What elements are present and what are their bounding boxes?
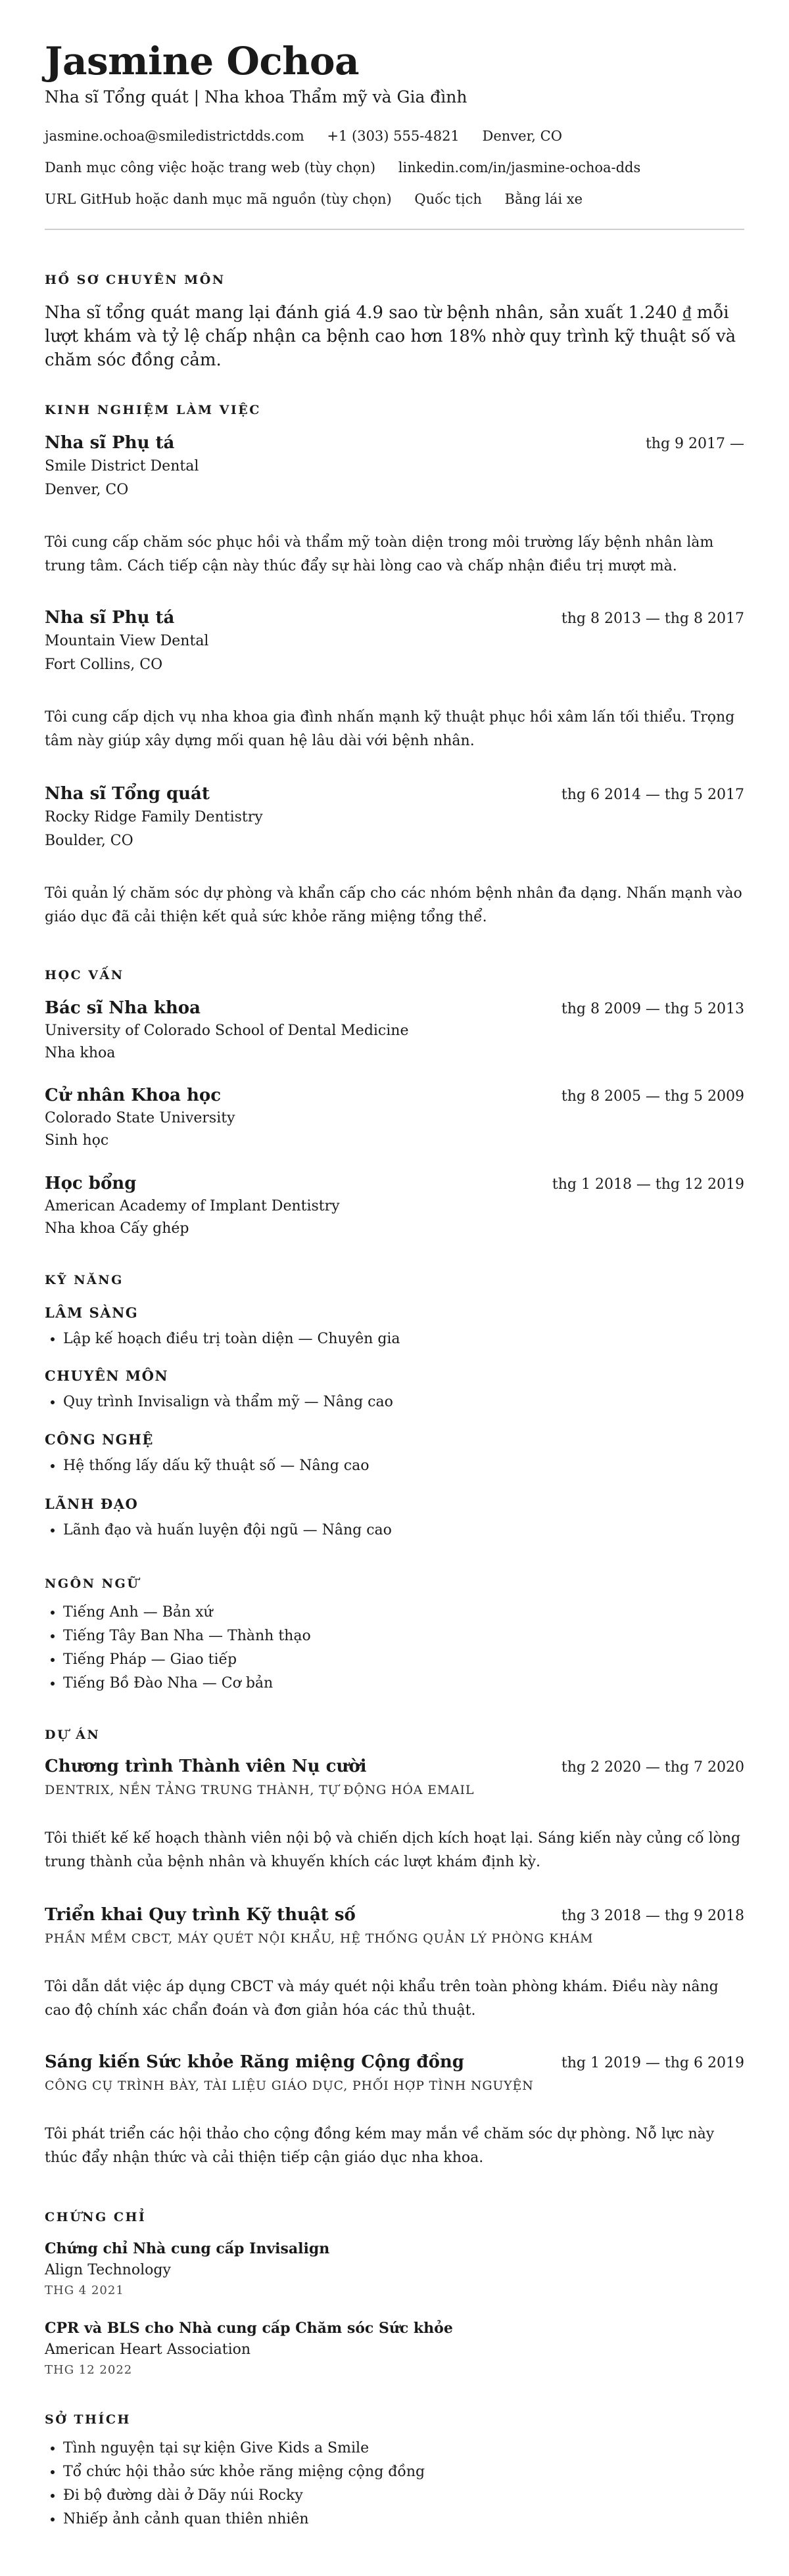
skill-item: • Lập kế hoạch điều trị toàn diện — Chuyên gia (63, 1327, 744, 1351)
interest-item: • Tổ chức hội thảo sức khỏe răng miệng cộng đồng (63, 2460, 744, 2484)
job-description: Tôi cung cấp dịch vụ nha khoa gia đình nhấn mạnh kỹ thuật phục hồi xâm lấn tối thiểu. Trọng tâm này giúp xây dựng mối quan hệ lâu dài với bệnh nhân. (45, 709, 735, 749)
skill-category: LÂM SÀNG (45, 1304, 139, 1321)
languages-heading: NGÔN NGỮ (45, 1576, 140, 1591)
nationality-text: Quốc tịch (414, 191, 482, 207)
job-description: Tôi cung cấp chăm sóc phục hồi và thẩm mỹ toàn diện trong môi trường lấy bệnh nhân làm trung tâm. Cách tiếp cận này thúc đẩy sự hài lòng cao và chấp nhận điều trị mượt mà. (45, 534, 714, 574)
contact-row-extra (45, 189, 744, 209)
school-name: University of Colorado School of Dental Medicine (45, 1023, 409, 1039)
education-entry (45, 1172, 744, 1240)
degree-date: thg 8 2009 — thg 5 2013 (561, 1001, 744, 1017)
education-entry (45, 1084, 744, 1152)
project-description: Tôi thiết kế kế hoạch thành viên nội bộ và chiến dịch kích hoạt lại. Sáng kiến này củng cố lòng trung thành của bệnh nhân và khuyến khích các lượt khám định kỳ. (45, 1830, 741, 1870)
degree-date: thg 8 2005 — thg 5 2009 (561, 1088, 744, 1105)
project-date: thg 2 2020 — thg 7 2020 (561, 1759, 744, 1776)
summary-section (45, 272, 744, 372)
experience-entry (45, 782, 744, 929)
skill-item: • Hệ thống lấy dấu kỹ thuật số — Nâng cao (63, 1454, 744, 1478)
email-link[interactable]: jasmine.ochoa@smiledistrictdds.com (45, 128, 304, 144)
certificate-entry (45, 2318, 744, 2380)
experience-heading-wrap (45, 402, 744, 418)
degree-field: Sinh học (45, 1132, 109, 1149)
skills-heading: KỸ NĂNG (45, 1273, 124, 1287)
projects-heading: DỰ ÁN (45, 1728, 101, 1742)
experience-entry (45, 431, 744, 578)
school-name: Colorado State University (45, 1110, 235, 1126)
project-tags: CÔNG CỤ TRÌNH BÀY, TÀI LIỆU GIÁO DỤC, PHỐI HỢP TÌNH NGUYỆN (45, 2079, 534, 2093)
job-location: Fort Collins, CO (45, 656, 163, 673)
resume-page (0, 0, 789, 230)
school-name: American Academy of Implant Dentistry (45, 1198, 340, 1214)
location-text: Denver, CO (482, 128, 562, 144)
job-role: Nha sĩ Phụ tá (45, 608, 175, 628)
skill-category: CÔNG NGHỆ (45, 1431, 154, 1448)
project-name: Chương trình Thành viên Nụ cười (45, 1757, 367, 1776)
job-location: Boulder, CO (45, 833, 133, 849)
certificate-date: THG 4 2021 (45, 2284, 124, 2297)
interest-item: • Nhiếp ảnh cảnh quan thiên nhiên (63, 2508, 744, 2531)
certificate-date: THG 12 2022 (45, 2363, 133, 2377)
projects-heading-wrap (45, 1727, 744, 1743)
portfolio-link[interactable]: Danh mục công việc hoặc trang web (tùy chọn) (45, 160, 376, 175)
skill-group (45, 1304, 744, 1351)
project-name: Triển khai Quy trình Kỹ thuật số (45, 1905, 356, 1925)
job-role: Nha sĩ Phụ tá (45, 433, 175, 453)
candidate-name: Jasmine Ochoa (45, 39, 360, 83)
project-description: Tôi dẫn dắt việc áp dụng CBCT và máy quét nội khẩu trên toàn phòng khám. Điều này nâng cao độ chính xác chẩn đoán và đơn giản hóa các thủ thuật. (45, 1979, 719, 2019)
job-location: Denver, CO (45, 482, 129, 498)
linkedin-link[interactable]: linkedin.com/in/jasmine-ochoa-dds (398, 160, 641, 175)
skill-category: LÃNH ĐẠO (45, 1496, 139, 1512)
phone-text: +1 (303) 555-4821 (327, 128, 460, 144)
certificates-heading: CHỨNG CHỈ (45, 2210, 147, 2224)
job-company: Rocky Ridge Family Dentistry (45, 809, 263, 825)
job-description: Tôi quản lý chăm sóc dự phòng và khẩn cấp cho các nhóm bệnh nhân đa dạng. Nhấn mạnh vào giáo dục đã cải thiện kết quả sức khỏe răng miệng tổng thể. (45, 885, 742, 925)
degree-field: Nha khoa Cấy ghép (45, 1220, 189, 1237)
project-entry (45, 1755, 744, 1874)
certificate-issuer: American Heart Association (45, 2341, 251, 2358)
skills-heading-wrap (45, 1272, 744, 1288)
job-role: Nha sĩ Tổng quát (45, 784, 210, 804)
job-date: thg 9 2017 — (645, 436, 744, 452)
education-entry (45, 996, 744, 1065)
skill-category: CHUYÊN MÔN (45, 1368, 169, 1384)
certificates-heading-wrap (45, 2209, 744, 2225)
skill-group (45, 1431, 744, 1478)
project-tags: PHẦN MỀM CBCT, MÁY QUÉT NỘI KHẨU, HỆ THỐNG QUẢN LÝ PHÒNG KHÁM (45, 1931, 594, 1946)
language-item: • Tiếng Anh — Bản xứ (63, 1601, 744, 1624)
contact-row-primary (45, 126, 744, 146)
summary-text: Nha sĩ tổng quát mang lại đánh giá 4.9 sao từ bệnh nhân, sản xuất 1.240 ₫ mỗi lượt khám và tỷ lệ chấp nhận ca bệnh cao hơn 18% nhờ quy trình kỹ thuật số và chăm sóc đồng cảm. (45, 303, 736, 370)
interests-heading: SỞ THÍCH (45, 2412, 131, 2427)
summary-heading: HỒ SƠ CHUYÊN MÔN (45, 273, 226, 287)
skill-item: • Lãnh đạo và huấn luyện đội ngũ — Nâng cao (63, 1519, 744, 1542)
contact-row-links (45, 158, 744, 177)
interests-section (45, 2412, 744, 2531)
candidate-subtitle: Nha sĩ Tổng quát | Nha khoa Thẩm mỹ và Gia đình (45, 87, 467, 106)
job-date: thg 8 2013 — thg 8 2017 (561, 610, 744, 627)
degree-title: Cử nhân Khoa học (45, 1086, 222, 1105)
language-item: • Tiếng Bồ Đào Nha — Cơ bản (63, 1672, 744, 1695)
experience-heading: KINH NGHIỆM LÀM VIỆC (45, 403, 261, 417)
job-company: Smile District Dental (45, 458, 199, 474)
certificate-entry (45, 2238, 744, 2300)
degree-title: Học bổng (45, 1174, 137, 1193)
project-entry (45, 2050, 744, 2170)
language-item: • Tiếng Tây Ban Nha — Thành thạo (63, 1624, 744, 1648)
languages-section (45, 1576, 744, 1695)
degree-title: Bác sĩ Nha khoa (45, 998, 201, 1018)
header-divider (45, 229, 744, 230)
certificate-issuer: Align Technology (45, 2262, 171, 2278)
experience-entry (45, 606, 744, 753)
github-link[interactable]: URL GitHub hoặc danh mục mã nguồn (tùy chọn) (45, 191, 392, 207)
job-company: Mountain View Dental (45, 633, 209, 649)
license-text: Bằng lái xe (504, 191, 583, 207)
project-date: thg 3 2018 — thg 9 2018 (561, 1908, 744, 1924)
education-heading: HỌC VẤN (45, 968, 124, 982)
project-name: Sáng kiến Sức khỏe Răng miệng Cộng đồng (45, 2052, 464, 2072)
job-date: thg 6 2014 — thg 5 2017 (561, 787, 744, 803)
interest-item: • Tình nguyện tại sự kiện Give Kids a Smile (63, 2437, 744, 2460)
skill-group (45, 1495, 744, 1542)
interest-item: • Đi bộ đường dài ở Dãy núi Rocky (63, 2484, 744, 2508)
project-date: thg 1 2019 — thg 6 2019 (561, 2055, 744, 2071)
degree-date: thg 1 2018 — thg 12 2019 (552, 1176, 744, 1193)
project-tags: DENTRIX, NỀN TẢNG TRUNG THÀNH, TỰ ĐỘNG HÓA EMAIL (45, 1783, 475, 1797)
certificate-name: CPR và BLS cho Nhà cung cấp Chăm sóc Sức khỏe (45, 2320, 453, 2337)
education-heading-wrap (45, 967, 744, 983)
certificate-name: Chứng chỉ Nhà cung cấp Invisalign (45, 2240, 330, 2257)
project-entry (45, 1903, 744, 2023)
language-item: • Tiếng Pháp — Giao tiếp (63, 1648, 744, 1672)
project-description: Tôi phát triển các hội thảo cho cộng đồng kém may mắn về chăm sóc dự phòng. Nỗ lực này thúc đẩy nhận thức và cải thiện tiếp cận giáo dục nha khoa. (45, 2126, 715, 2166)
skill-group (45, 1367, 744, 1414)
degree-field: Nha khoa (45, 1045, 116, 1061)
skill-item: • Quy trình Invisalign và thẩm mỹ — Nâng cao (63, 1391, 744, 1414)
